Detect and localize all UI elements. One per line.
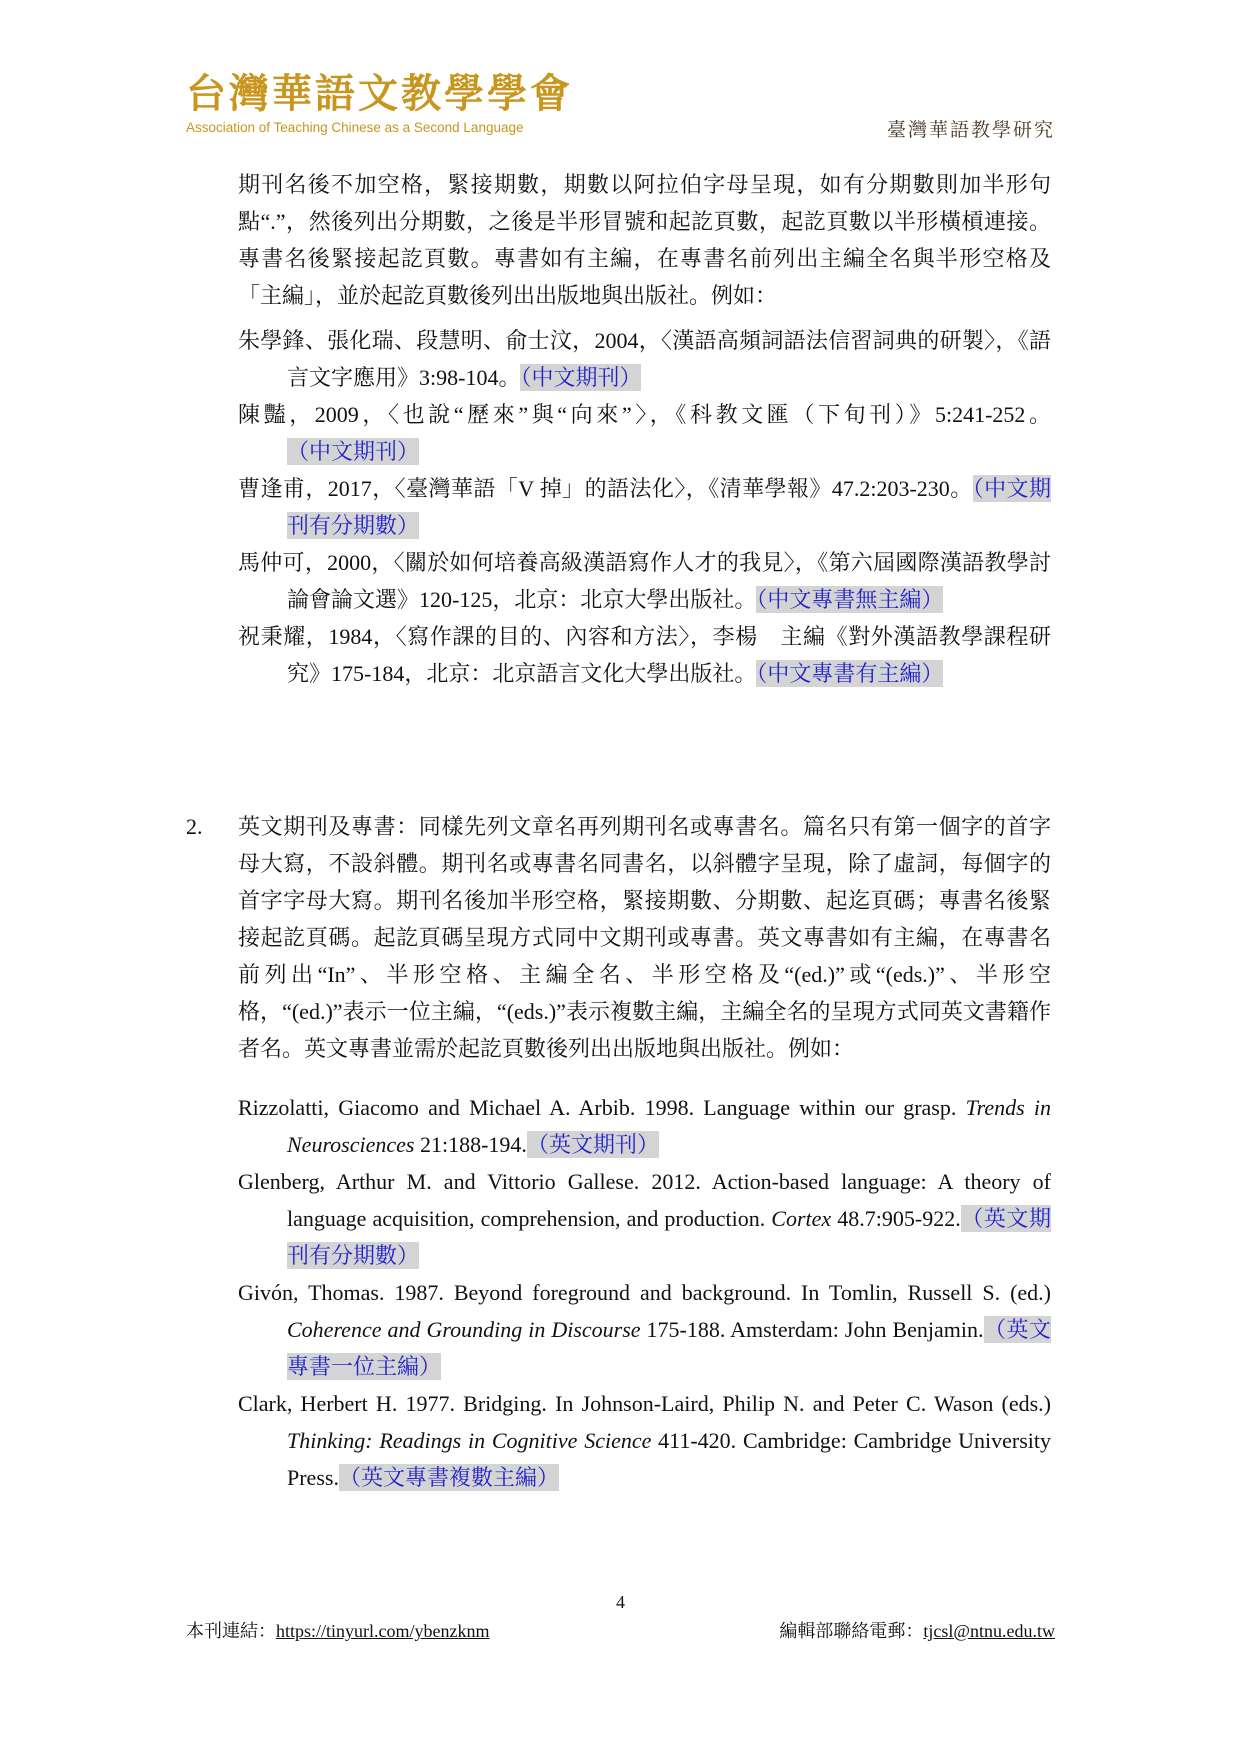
reference-type-tag: （中文期刊有分期數） <box>287 476 1051 538</box>
reference-pages: 411-420. Cambridge: Cambridge University Press. <box>287 1428 1051 1490</box>
reference-type-tag: （英文專書複數主編） <box>338 1465 559 1490</box>
reference-text: Clark, Herbert H. 1977. Bridging. In Johnson-Laird, Philip N. and Peter C. Wason (eds.) <box>238 1391 1051 1416</box>
association-logo <box>186 70 606 136</box>
reference-pages: 175-188. Amsterdam: John Benjamin. <box>640 1317 984 1342</box>
reference-type-tag: （英文專書一位主編） <box>287 1317 1051 1379</box>
section-english-refs <box>238 808 1051 1496</box>
reference-item <box>238 1089 1051 1163</box>
reference-text: 祝秉耀，1984，〈寫作課的目的、內容和方法〉，李楊 主編《對外漢語教學課程研究》175-184，北京：北京語言文化大學出版社。 <box>238 624 1051 686</box>
chinese-reference-list <box>238 322 1051 692</box>
logo-chinese-text: 台灣華語文教學學會 <box>186 70 573 117</box>
journal-name: 臺灣華語教學研究 <box>886 119 1055 141</box>
reference-item <box>238 322 1051 396</box>
reference-type-tag: （中文專書無主編） <box>756 587 944 612</box>
journal-title: Cortex <box>771 1206 832 1231</box>
reference-item <box>238 1385 1051 1496</box>
reference-pages: 21:188-194. <box>414 1132 527 1157</box>
reference-item <box>238 1274 1051 1385</box>
journal-url-link[interactable]: https://tinyurl.com/ybenzknm <box>276 1621 490 1641</box>
reference-text: Glenberg, Arthur M. and Vittorio Gallese. 2012. Action-based language: A theory of language acquisition, comprehension, and production. <box>238 1169 1051 1231</box>
reference-text: 馬仲可，2000，〈關於如何培養高級漢語寫作人才的我見〉，《第六屆國際漢語教學討論會論文選》120-125，北京：北京大學出版社。 <box>238 550 1051 612</box>
reference-item <box>238 396 1051 470</box>
journal-title: Trends in Neurosciences <box>287 1095 1051 1157</box>
reference-item <box>238 618 1051 692</box>
section2-intro: 英文期刊及專書：同樣先列文章名再列期刊名或專書名。篇名只有第一個字的首字母大寫，不設斜體。期刊名或專書名同書名，以斜體字呈現，除了虛詞，每個字的首字字母大寫。期刊名後加半形空格，緊接期數、分期數、起迄頁碼；專書名後緊接起訖頁碼。起訖頁碼呈現方式同中文期刊或專書。英文專書如有主編，在專書名前列出“In”、半形空格、主編全名、半形空格及“(ed.)”或“(eds.)”、半形空格，“(ed.)”表示一位主編，“(eds.)”表示複數主編，主編全名的呈現方式同英文書籍作者名。英文專書並需於起訖頁數後列出出版地與出版社。例如： <box>238 814 1051 1061</box>
book-title: Thinking: Readings in Cognitive Science <box>287 1428 652 1453</box>
reference-pages: 48.7:905-922. <box>831 1206 961 1231</box>
footer-contact <box>779 1617 1055 1643</box>
section1-intro: 期刊名後不加空格，緊接期數，期數以阿拉伯字母呈現，如有分期數則加半形句點“.”，然後列出分期數，之後是半形冒號和起訖頁數，起訖頁數以半形橫槓連接。專書名後緊接起訖頁數。專書如有主編，在專書名前列出主編全名與半形空格及「主編」，並於起訖頁數後列出出版地與出版社。例如： <box>238 172 1051 308</box>
reference-type-tag: （中文期刊） <box>287 439 420 464</box>
link-label: 本刊連結： <box>186 1621 276 1641</box>
logo-english-text: Association of Teaching Chinese as a Second Language <box>186 120 524 135</box>
reference-text: 曹逢甫，2017，〈臺灣華語「V 掉」的語法化〉，《清華學報》47.2:203-230。 <box>238 476 973 501</box>
reference-text: Givón, Thomas. 1987. Beyond foreground and background. In Tomlin, Russell S. (ed.) <box>238 1280 1051 1305</box>
section2-number: 2. <box>186 814 203 839</box>
reference-text: 朱學鋒、張化瑞、段慧明、俞士汶，2004，〈漢語高頻詞語法信習詞典的研製〉，《語言文字應用》3:98-104。 <box>238 328 1051 390</box>
reference-item <box>238 1163 1051 1274</box>
editorial-email-link[interactable]: tjcsl@ntnu.edu.tw <box>923 1621 1055 1641</box>
reference-type-tag: （中文期刊） <box>520 365 642 390</box>
english-reference-list <box>238 1089 1051 1496</box>
page-number: 4 <box>616 1592 625 1612</box>
book-title: Coherence and Grounding in Discourse <box>287 1317 641 1342</box>
footer-journal-link <box>186 1617 489 1643</box>
reference-type-tag: （英文期刊有分期數） <box>287 1206 1051 1268</box>
reference-type-tag: （英文期刊） <box>526 1132 659 1157</box>
email-label: 編輯部聯絡電郵： <box>779 1621 924 1641</box>
reference-item <box>238 544 1051 618</box>
section-chinese-refs <box>238 166 1051 692</box>
reference-type-tag: （中文專書有主編） <box>756 661 944 686</box>
reference-text: Rizzolatti, Giacomo and Michael A. Arbib. 1998. Language within our grasp. <box>238 1095 966 1120</box>
reference-item <box>238 470 1051 544</box>
reference-text: 陳豔，2009，〈也說“歷來”與“向來”〉，《科教文匯（下旬刊）》5:241-252。 <box>238 402 1051 427</box>
